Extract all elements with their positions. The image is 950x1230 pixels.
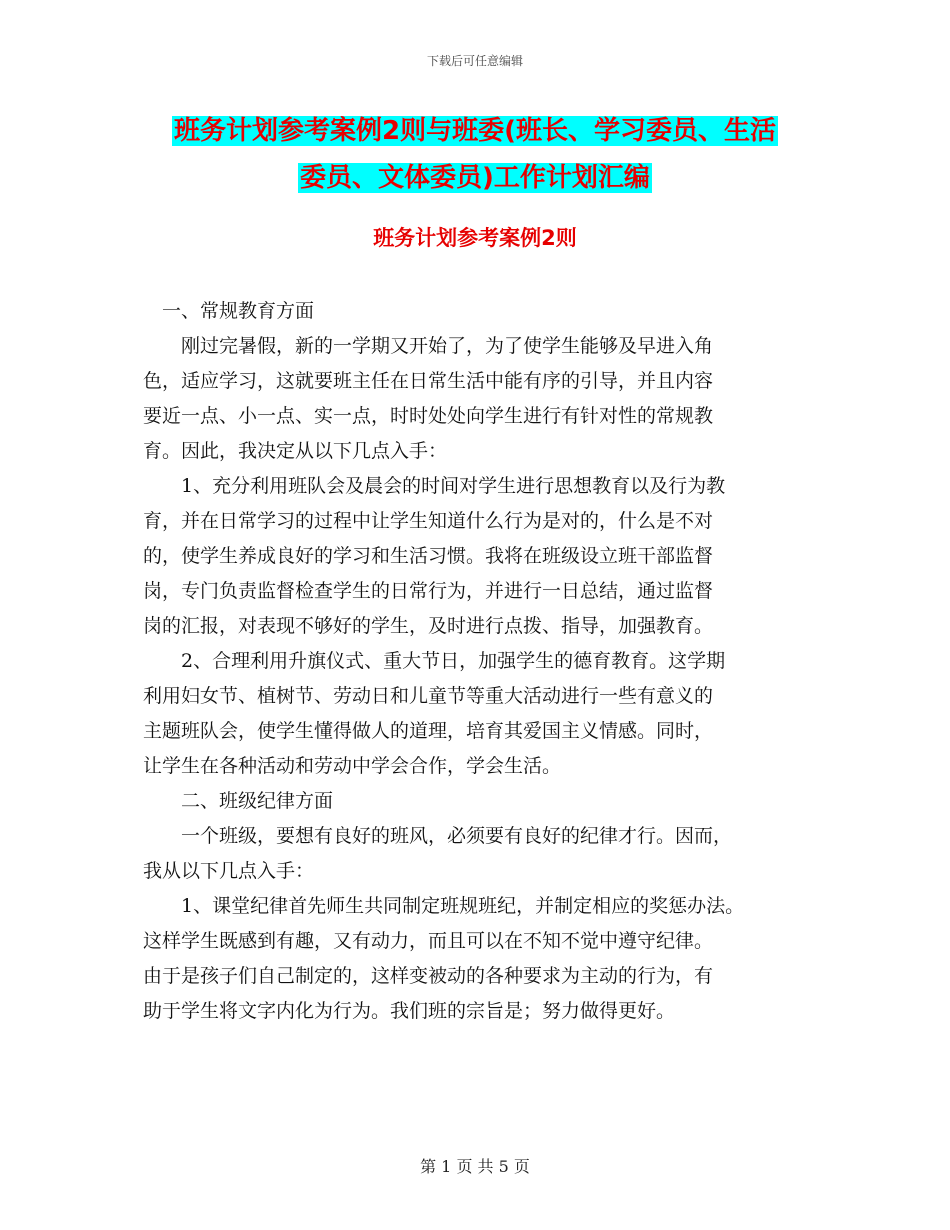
text-line: 1、课堂纪律首先师生共同制定班规班纪，并制定相应的奖惩办法。 (143, 895, 745, 917)
text-line: 的，使学生养成良好的学习和生活习惯。我将在班级设立班干部监督 (143, 545, 714, 567)
section-title: 班务计划参考案例2则 (373, 226, 577, 250)
text-line: 色，适应学习，这就要班主任在日常生活中能有序的引导，并且内容 (143, 370, 714, 392)
page-footer: 第 1 页 共 5 页 (420, 1157, 530, 1176)
text-line: 岗的汇报，对表现不够好的学生，及时进行点拨、指导，加强教育。 (143, 615, 714, 637)
text-line: 由于是孩子们自己制定的，这样变被动的各种要求为主动的行为，有 (143, 965, 714, 987)
text-line: 让学生在各种活动和劳动中学会合作，学会生活。 (143, 755, 562, 777)
text-line: 主题班队会，使学生懂得做人的道理，培育其爱国主义情感。同时， (143, 720, 714, 742)
text-line: 二、班级纪律方面 (143, 790, 334, 812)
text-line: 1、充分利用班队会及晨会的时间对学生进行思想教育以及行为教 (143, 475, 726, 497)
text-line: 育，并在日常学习的过程中让学生知道什么行为是对的，什么是不对 (143, 510, 714, 532)
header-note: 下载后可任意编辑 (426, 54, 523, 68)
text-line: 2、合理利用升旗仪式、重大节日，加强学生的德育教育。这学期 (143, 650, 726, 672)
text-line: 一个班级，要想有良好的班风，必须要有良好的纪律才行。因而， (143, 825, 733, 847)
text-line: 我从以下几点入手： (143, 860, 315, 882)
body-text (143, 294, 823, 1029)
title-line-1: 班务计划参考案例2则与班委(班长、学习委员、生活 (174, 116, 776, 146)
text-line: 育。因此，我决定从以下几点入手： (143, 440, 448, 462)
text-line: 岗，专门负责监督检查学生的日常行为，并进行一日总结，通过监督 (143, 580, 714, 602)
document-title (150, 108, 800, 202)
text-line: 利用妇女节、植树节、劳动日和儿童节等重大活动进行一些有意义的 (143, 685, 714, 707)
text-line: 助于学生将文字内化为行为。我们班的宗旨是；努力做得更好。 (143, 1000, 676, 1022)
text-line: 这样学生既感到有趣，又有动力，而且可以在不知不觉中遵守纪律。 (143, 930, 714, 952)
title-line-2: 委员、文体委员)工作计划汇编 (300, 163, 650, 193)
text-line: 刚过完暑假，新的一学期又开始了，为了使学生能够及早进入角 (143, 335, 714, 357)
text-line: 一、常规教育方面 (143, 300, 315, 322)
text-line: 要近一点、小一点、实一点，时时处处向学生进行有针对性的常规教 (143, 405, 714, 427)
